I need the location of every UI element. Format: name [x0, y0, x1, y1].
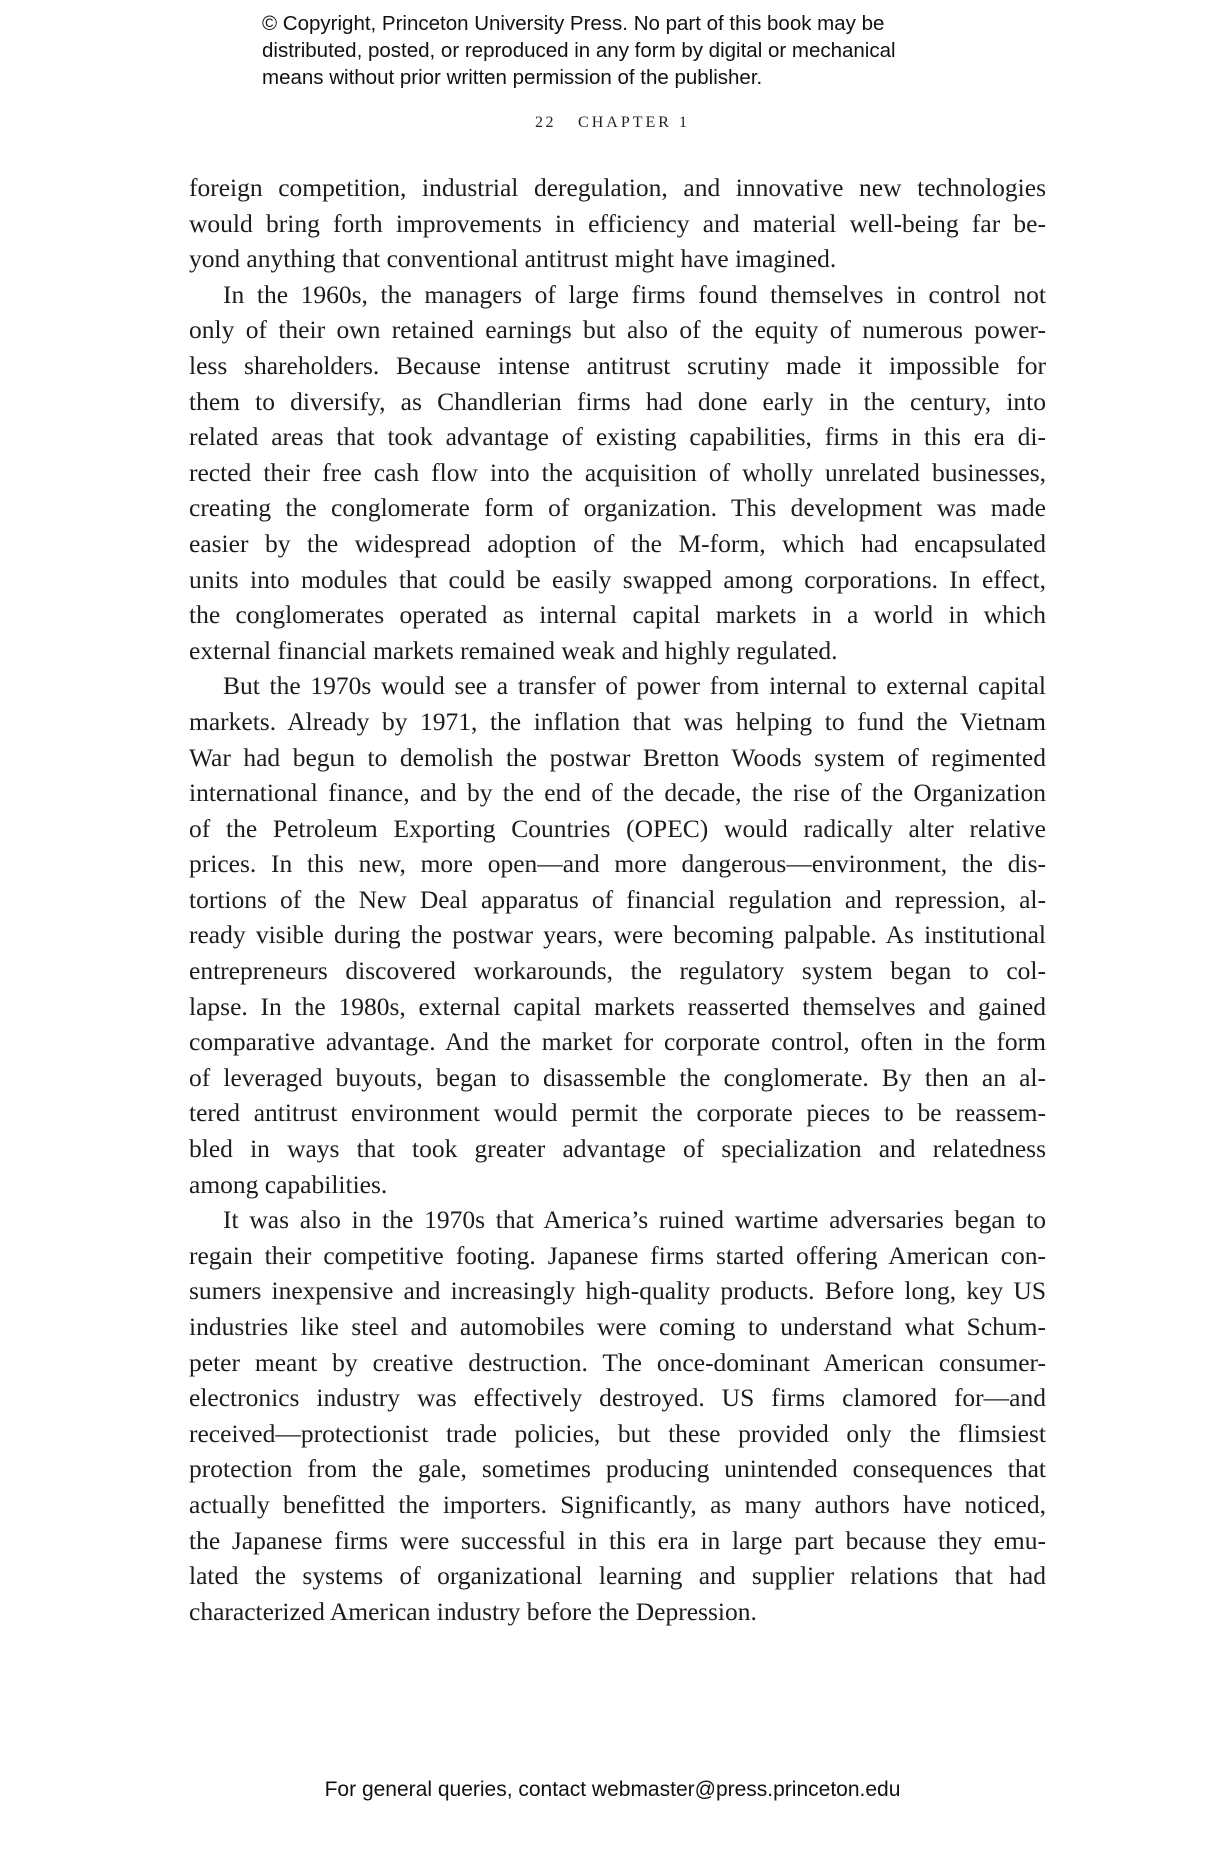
- paragraph: [189, 668, 1046, 1202]
- text-line: of the Petroleum Exporting Countries (OPEC) would radically alter relative: [189, 813, 1046, 843]
- text-line: electronics industry was effectively destroyed. US firms clamored for—and: [189, 1383, 1046, 1413]
- text-line: tered antitrust environment would permit the corporate pieces to be reassem-: [189, 1098, 1046, 1128]
- text-line: It was also in the 1970s that America’s ruined wartime adversaries began to: [223, 1205, 1046, 1235]
- text-line: external financial markets remained weak and highly regulated.: [189, 635, 838, 665]
- chapter-label: CHAPTER 1: [578, 114, 690, 131]
- text-line: ready visible during the postwar years, were becoming palpable. As institutional: [189, 920, 1046, 950]
- paragraph: [189, 1202, 1046, 1629]
- text-line: of leveraged buyouts, began to disassemble the conglomerate. By then an al-: [189, 1062, 1046, 1092]
- text-line: peter meant by creative destruction. The once-dominant American consumer-: [189, 1347, 1046, 1377]
- text-line: regain their competitive footing. Japanese firms started offering American con-: [189, 1240, 1046, 1270]
- text-line: comparative advantage. And the market for corporate control, often in the form: [189, 1027, 1046, 1057]
- text-line: lapse. In the 1980s, external capital markets reasserted themselves and gained: [189, 991, 1046, 1021]
- text-line: only of their own retained earnings but also of the equity of numerous power-: [189, 315, 1046, 345]
- text-line: yond anything that conventional antitrust might have imagined.: [189, 244, 837, 274]
- text-line: actually benefitted the importers. Significantly, as many authors have noticed,: [189, 1489, 1046, 1519]
- text-line: international finance, and by the end of the decade, the rise of the Organization: [189, 778, 1046, 808]
- text-line: characterized American industry before the Depression.: [189, 1596, 757, 1626]
- copyright-line: means without prior written permission of the publisher.: [262, 66, 763, 89]
- running-head: [0, 114, 1225, 132]
- text-line: protection from the gale, sometimes producing unintended consequences that: [189, 1454, 1046, 1484]
- text-line: lated the systems of organizational learning and supplier relations that had: [189, 1561, 1046, 1591]
- text-line: creating the conglomerate form of organization. This development was made: [189, 493, 1046, 523]
- text-line: units into modules that could be easily swapped among corporations. In effect,: [189, 564, 1046, 594]
- body-text: [189, 170, 1046, 1629]
- text-line: markets. Already by 1971, the inflation that was helping to fund the Vietnam: [189, 706, 1046, 736]
- text-line: less shareholders. Because intense antitrust scrutiny made it impossible for: [189, 350, 1046, 380]
- text-line: sumers inexpensive and increasingly high-quality products. Before long, key US: [189, 1276, 1046, 1306]
- copyright-line: © Copyright, Princeton University Press. No part of this book may be: [262, 12, 885, 35]
- text-line: But the 1970s would see a transfer of power from internal to external capital: [223, 671, 1046, 701]
- page-number: 22: [535, 114, 557, 131]
- text-line: War had begun to demolish the postwar Bretton Woods system of regimented: [189, 742, 1046, 772]
- text-line: prices. In this new, more open—and more dangerous—environment, the dis-: [189, 849, 1046, 879]
- text-line: received—protectionist trade policies, but these provided only the flimsiest: [189, 1418, 1046, 1448]
- paragraph: [189, 277, 1046, 669]
- text-line: would bring forth improvements in efficiency and material well-being far be-: [189, 208, 1046, 238]
- text-line: In the 1960s, the managers of large firms found themselves in control not: [223, 279, 1046, 309]
- text-line: tortions of the New Deal apparatus of financial regulation and repression, al-: [189, 884, 1046, 914]
- copyright-notice: [262, 10, 1022, 91]
- text-line: among capabilities.: [189, 1169, 388, 1199]
- text-line: related areas that took advantage of existing capabilities, firms in this era di-: [189, 422, 1046, 452]
- text-line: the Japanese firms were successful in this era in large part because they emu-: [189, 1525, 1046, 1555]
- text-line: rected their free cash flow into the acquisition of wholly unrelated businesses,: [189, 457, 1046, 487]
- footer-contact: For general queries, contact webmaster@press.princeton.edu: [324, 1778, 901, 1801]
- copyright-line: distributed, posted, or reproduced in any form by digital or mechanical: [262, 39, 896, 62]
- text-line: easier by the widespread adoption of the M-form, which had encapsulated: [189, 528, 1046, 558]
- text-line: foreign competition, industrial deregulation, and innovative new technologies: [189, 173, 1046, 202]
- text-line: them to diversify, as Chandlerian firms had done early in the century, into: [189, 386, 1046, 416]
- text-line: bled in ways that took greater advantage of specialization and relatedness: [189, 1134, 1046, 1164]
- text-line: industries like steel and automobiles were coming to understand what Schum-: [189, 1312, 1046, 1341]
- text-line: the conglomerates operated as internal capital markets in a world in which: [189, 600, 1046, 630]
- paragraph: [189, 170, 1046, 277]
- text-line: entrepreneurs discovered workarounds, the regulatory system began to col-: [189, 956, 1046, 986]
